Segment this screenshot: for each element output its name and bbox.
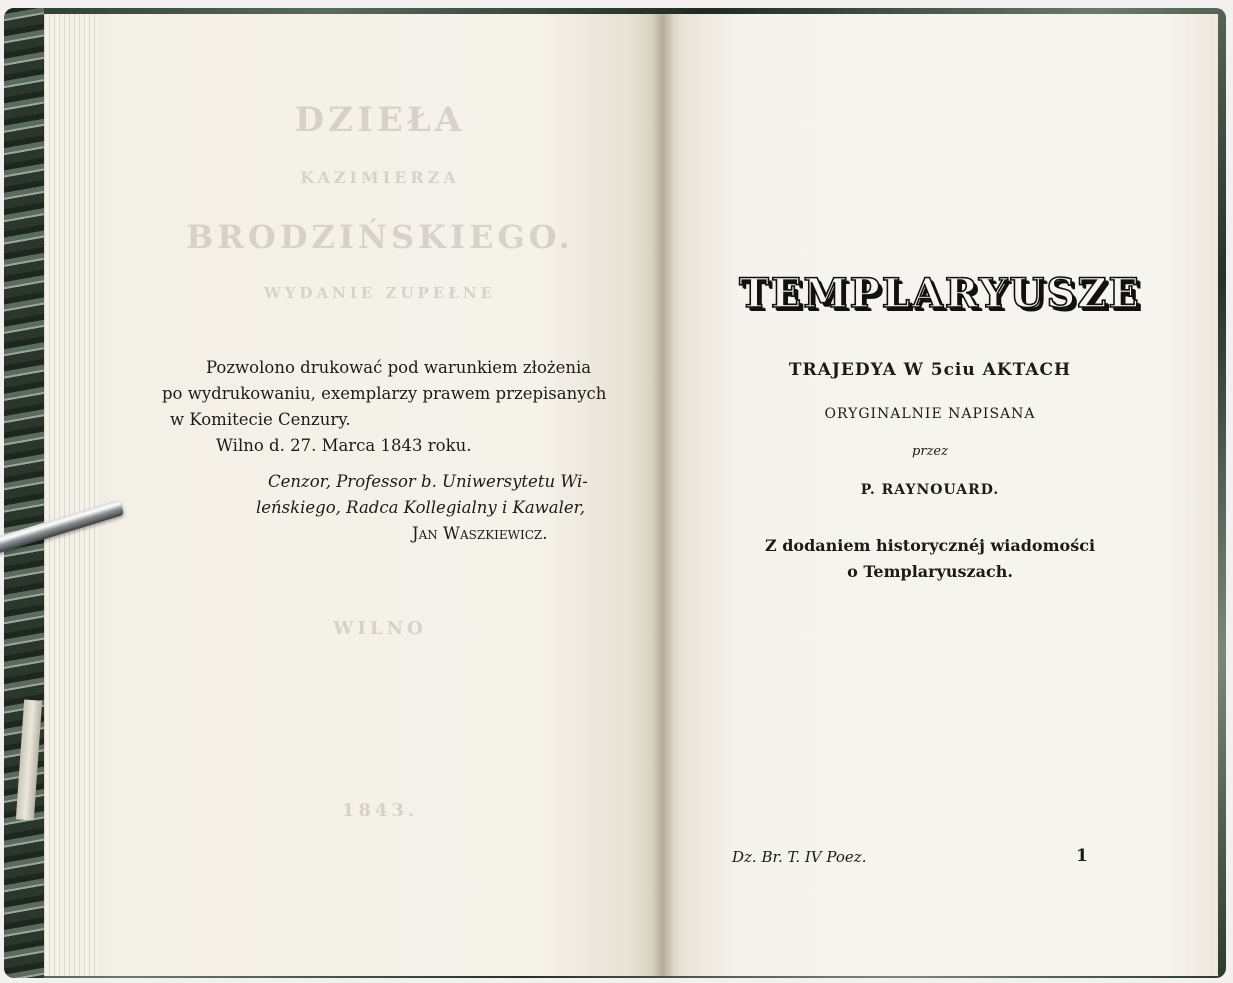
bleed-through-text: BRODZIŃSKIEGO.: [186, 218, 574, 256]
note-line: o Templaryuszach.: [847, 562, 1013, 581]
note-line: Z dodaniem historycznéj wiadomości: [764, 536, 1096, 555]
origin-line: ORYGINALNIE NAPISANA: [824, 406, 1036, 422]
book-gutter: [652, 14, 674, 976]
bleed-through-text: DZIEŁA: [294, 100, 466, 140]
book-title: TEMPLARYUSZE: [739, 270, 1141, 317]
page-stack-edge: [44, 14, 98, 976]
censor-line: po wydrukowaniu, exemplarzy prawem przepisanych: [162, 384, 607, 403]
censor-name: Jan Waszkiewicz.: [412, 524, 548, 543]
bleed-through-text: WYDANIE ZUPEŁNE: [263, 284, 497, 302]
censor-line: Pozwolono drukować pod warunkiem złożenia: [206, 358, 592, 377]
bleed-through-text: KAZIMIERZA: [300, 168, 460, 187]
bleed-through-text: 1843.: [341, 800, 419, 821]
censor-sign-line: Cenzor, Professor b. Uniwersytetu Wi-: [268, 472, 588, 491]
author-name: P. RAYNOUARD.: [860, 482, 1000, 498]
censor-line: w Komitecie Cenzury.: [170, 410, 351, 429]
marbled-spine: [4, 8, 44, 978]
censor-sign-line: leńskiego, Radca Kollegialny i Kawaler,: [256, 498, 585, 517]
bleed-through-text: WILNO: [333, 618, 427, 639]
censor-date: Wilno d. 27. Marca 1843 roku.: [216, 436, 472, 455]
censorship-approval: [160, 355, 630, 547]
page-number: 1: [1076, 846, 1088, 866]
genre-line: TRAJEDYA W 5ciu AKTACH: [788, 360, 1072, 380]
printer-signature: Dz. Br. T. IV Poez.: [732, 848, 867, 866]
by-line: przez: [912, 444, 948, 459]
